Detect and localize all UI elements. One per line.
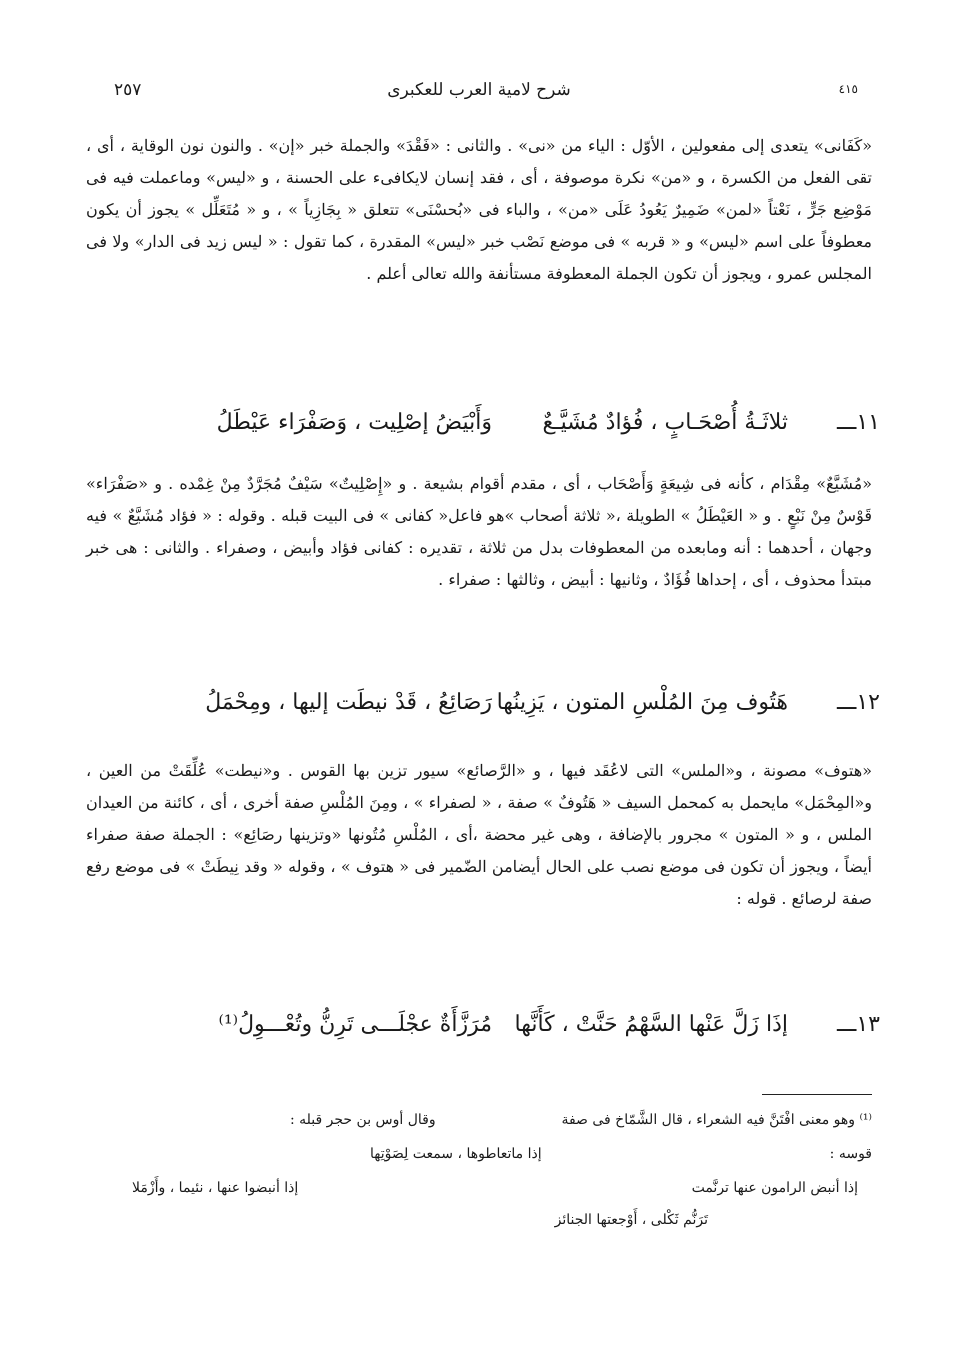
footnote-left-intro: وقال أوس بن حجر قبله : bbox=[290, 1112, 436, 1128]
commentary-paragraph-2: «مُشَيَّعٌ» مِقْدَام ، كأنه فى شِيعَةٍ وَأَصْحَاب ، أى ، مقدم أقوام بشيعة . و «إِصْلِيتٌ» سَيْفٌ مُجَرَّدٌ مِنْ غِمْده . و «صَفْرَاء» قَوْسٌ مِنْ نَبْعٍ . و « العَيْطَلُ » الطويلة ،« ثلاثة أصحاب »هو فاعل« كفانى » فى البيت قبله . وقوله : « فؤاد مُشَيَّعٌ » فيه وجهان ، أحدهما : أنه ومابعده من المعطوفات بدل من ثلاثة ، تقديره : كفانى فؤاد وأبيض ، وصفراء . والثانى : هى خبر مبتدأ محذوف ، أى ، إحداها فُؤَادٌ ، وثانيها : أبيض ، وثالثها : صفراء . bbox=[86, 474, 872, 589]
signature-mark: ٤١٥ bbox=[838, 82, 858, 96]
footnote-intro: ⁽¹⁾ وهو معنى افْتَنَّ فيه الشعراء ، قال الشَّمّاخ فى صفة bbox=[561, 1112, 872, 1128]
footnote-right-line-1: إذا أنبض الرامون عنها ترنَّمت bbox=[691, 1180, 858, 1196]
footnote-left-line-1: إذا ماتعاطوها ، سمعت لِصَوْتِها bbox=[370, 1146, 542, 1162]
page-number: ٢٥٧ bbox=[114, 80, 142, 100]
verse-13 bbox=[80, 1012, 880, 1052]
verse-number: ١٣ـــ bbox=[837, 1012, 880, 1037]
commentary-paragraph-1: «كَفَانى» يتعدى إلى مفعولين ، الأوّل : الياء من «نى» . والثانى : «فَقْدَ» والجملة خبر «إن» . والنون نون الوقاية ، أى ، تقى الفعل من الكسرة ، و «من» نكرة موصوفة ، أى ، فقد إنسان لايكافىء على الحسنة ، و «ليس» وماعملت فيه فى مَوْضِع جَرٍّ ، نَعْتاً «لمن» ضَمِيرٌ يَعُودُ عَلَى «من» ، والباء فى «بُحسْنَى» تتعلق « بِجَازِياً » ، و « مُتَعَلِّل » يجوز أن يكون معطوفاً على اسم «ليس» و « قربه » فى موضع نَصْب خبر «ليس» المقدرة ، كما تقول : « ليس زيد فى الدار» ولا فى المجلس عمرو ، ويجوز أن تكون الجملة المعطوفة مستأنفة والله تعالى أعلم . bbox=[86, 136, 872, 283]
verse-second-hemistich: مُرَزَّأَةٌ عجْلَـــى تَرِنُّ وتُعْـــوِلُ⁽¹⁾ bbox=[218, 1012, 492, 1037]
running-title: شرح لامية العرب للعكبرى bbox=[387, 80, 571, 100]
footnote-label: قوسه : bbox=[829, 1146, 872, 1162]
verse-second-hemistich: وَأَبْيَضُ إصْلِيت ، وَصَفْرَاء عَيْطَلُ bbox=[216, 410, 492, 435]
footnote-separator bbox=[762, 1094, 872, 1095]
verse-11 bbox=[80, 410, 880, 450]
verse-12 bbox=[80, 690, 880, 730]
page-header bbox=[100, 80, 858, 110]
verse-first-hemistich: ثلاثَـةُ أُصْحَـابٍ ، فُؤادٌ مُشَيَّـعٌ bbox=[542, 410, 788, 435]
verse-first-hemistich: هَتُوف مِنَ المُلْسِ المتون ، يَزِينُها bbox=[496, 690, 788, 715]
verse-second-hemistich: رَصَائِعُ ، قَدْ نيطَت إليها ، ومِحْمَلُ bbox=[205, 690, 492, 715]
commentary-paragraph-3: «هتوف» مصونة ، و«الملس» التى لاعُقَد فيها ، و «الرَّصائع» سيور تزين بها القوس . و«نيطت» عُلِّقَتْ من العين ، و«المِحْمَل» مايحمل به كمحمل السيف « هَتُوفٌ » صفة ، « لصفراء » ، ومِنَ المُلْسِ صفة أخرى ، أى ، كائنة من العيدان الملس ، و « المتون » مجرور بالإضافة ، وهى غير محضة ،أى ، المُلْسِ مُتُونها «وتزينها رصَائِع» : الجملة صفة صفراء أيضاً ، ويجوز أن تكون فى موضع نصب على الحال أيضامن الضّمير فى « هتوف » ، وقوله « وقد نِيطَتْ » فى موضع رفع صفة لرصائع . قوله : bbox=[86, 761, 872, 908]
verse-number: ١٢ـــ bbox=[837, 690, 880, 715]
footnote-right-line-2: تَرَنُّم ثَكْلى ، أَوْجعتها الجنائز bbox=[554, 1212, 708, 1228]
verse-number: ١١ـــ bbox=[837, 410, 880, 435]
footnote-left-line-2: إذا أنبضوا عنها ، نئيما ، وأَزْمَلا bbox=[132, 1180, 299, 1196]
verse-first-hemistich: إذَا زَلَّ عَنْها السَّهْمُ حَنَّتْ ، كَأَنَّها bbox=[514, 1012, 788, 1037]
